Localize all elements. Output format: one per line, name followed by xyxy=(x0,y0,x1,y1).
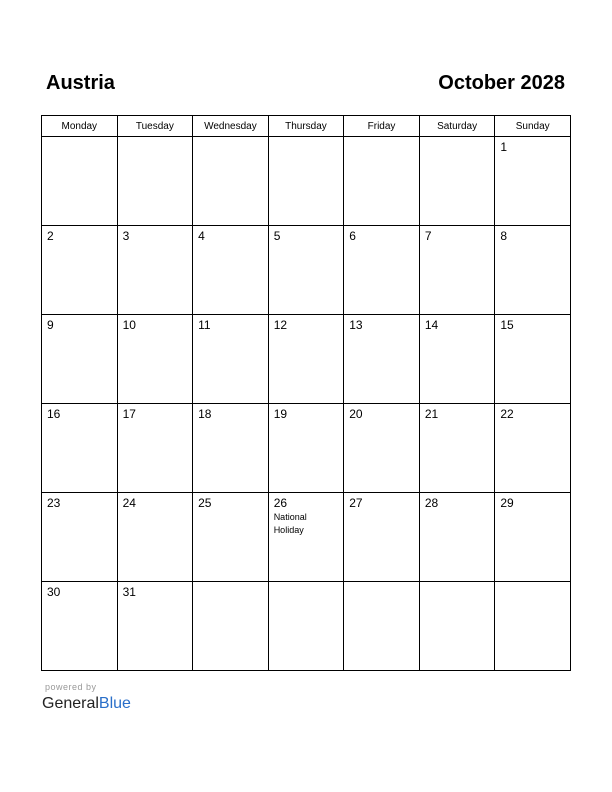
day-cell xyxy=(42,493,118,582)
weekday-saturday: Saturday xyxy=(419,116,495,137)
day-number: 27 xyxy=(349,496,363,510)
day-cell xyxy=(193,226,269,315)
day-cell xyxy=(193,137,269,226)
day-cell xyxy=(344,493,420,582)
day-cell xyxy=(344,137,420,226)
week-row xyxy=(42,582,571,671)
day-number xyxy=(42,137,117,140)
brand-logo xyxy=(42,694,131,714)
day-cell xyxy=(344,582,420,671)
week-row xyxy=(42,137,571,226)
day-cell xyxy=(193,582,269,671)
day-cell xyxy=(117,493,193,582)
day-number: 10 xyxy=(122,318,136,332)
day-cell xyxy=(495,493,571,582)
day-cell xyxy=(495,137,571,226)
day-cell xyxy=(117,226,193,315)
month-year-title: October 2028 xyxy=(438,72,565,94)
day-number: 3 xyxy=(122,229,130,243)
day-number: 26 xyxy=(273,496,288,510)
day-cell xyxy=(42,315,118,404)
day-cell xyxy=(344,404,420,493)
day-cell xyxy=(495,226,571,315)
calendar-grid xyxy=(41,115,571,671)
day-cell xyxy=(344,226,420,315)
day-cell xyxy=(268,404,344,493)
day-cell xyxy=(268,137,344,226)
day-number: 5 xyxy=(273,229,281,243)
day-cell xyxy=(268,315,344,404)
day-number: 20 xyxy=(349,407,363,421)
day-number: 4 xyxy=(198,229,205,243)
day-number: 14 xyxy=(424,318,439,332)
day-number xyxy=(420,582,495,585)
day-cell xyxy=(117,404,193,493)
day-cell xyxy=(117,137,193,226)
brand-name-blue: Blue xyxy=(98,695,131,712)
day-number: 12 xyxy=(273,318,288,332)
weekday-sunday: Sunday xyxy=(495,116,571,137)
day-number xyxy=(344,137,419,140)
day-cell xyxy=(193,315,269,404)
weekday-thursday: Thursday xyxy=(268,116,344,137)
day-cell xyxy=(495,582,571,671)
day-number xyxy=(193,137,268,140)
day-number: 29 xyxy=(500,496,514,510)
day-cell xyxy=(344,315,420,404)
day-number: 25 xyxy=(198,496,212,510)
day-cell xyxy=(495,404,571,493)
day-number: 24 xyxy=(122,496,136,510)
day-cell xyxy=(268,493,344,582)
day-number: 31 xyxy=(122,585,136,599)
day-number xyxy=(420,137,495,140)
day-cell xyxy=(419,404,495,493)
day-number: 1 xyxy=(500,140,508,154)
day-cell xyxy=(42,582,118,671)
weekday-tuesday: Tuesday xyxy=(117,116,193,137)
brand-name-general: General xyxy=(42,695,99,712)
day-cell xyxy=(268,582,344,671)
day-number: 19 xyxy=(273,407,288,421)
weekday-header-row xyxy=(42,116,571,137)
day-number: 13 xyxy=(349,318,363,332)
week-row xyxy=(42,315,571,404)
day-cell xyxy=(117,582,193,671)
powered-by-label: powered by xyxy=(45,682,97,692)
day-cell xyxy=(268,226,344,315)
day-cell xyxy=(42,226,118,315)
calendar-body xyxy=(42,137,571,671)
day-number: 16 xyxy=(47,407,61,421)
weekday-wednesday: Wednesday xyxy=(193,116,269,137)
day-cell xyxy=(419,582,495,671)
day-number: 11 xyxy=(198,318,211,332)
day-cell xyxy=(117,315,193,404)
day-cell xyxy=(419,493,495,582)
day-cell xyxy=(495,315,571,404)
day-cell xyxy=(193,493,269,582)
day-number xyxy=(118,137,193,140)
day-number xyxy=(344,582,419,585)
day-number xyxy=(269,137,344,140)
day-number: 15 xyxy=(500,318,514,332)
day-cell xyxy=(42,404,118,493)
day-number: 2 xyxy=(47,229,54,243)
day-number: 18 xyxy=(198,407,212,421)
day-number: 28 xyxy=(424,496,439,510)
day-cell xyxy=(419,315,495,404)
day-cell xyxy=(419,137,495,226)
day-number: 23 xyxy=(47,496,61,510)
day-number: 30 xyxy=(47,585,61,599)
day-number: 22 xyxy=(500,407,514,421)
day-number xyxy=(495,582,570,585)
weekday-monday: Monday xyxy=(42,116,118,137)
day-cell xyxy=(42,137,118,226)
day-cell xyxy=(193,404,269,493)
day-number xyxy=(193,582,268,585)
day-number: 8 xyxy=(500,229,508,243)
holiday-label: National Holiday xyxy=(273,512,307,535)
day-cell xyxy=(419,226,495,315)
weekday-friday: Friday xyxy=(344,116,420,137)
country-title: Austria xyxy=(46,72,115,94)
day-number: 7 xyxy=(424,229,432,243)
day-number: 9 xyxy=(47,318,54,332)
day-number xyxy=(269,582,344,585)
week-row xyxy=(42,404,571,493)
week-row xyxy=(42,226,571,315)
day-number: 17 xyxy=(122,407,136,421)
day-number: 6 xyxy=(349,229,356,243)
week-row xyxy=(42,493,571,582)
day-number: 21 xyxy=(424,407,439,421)
